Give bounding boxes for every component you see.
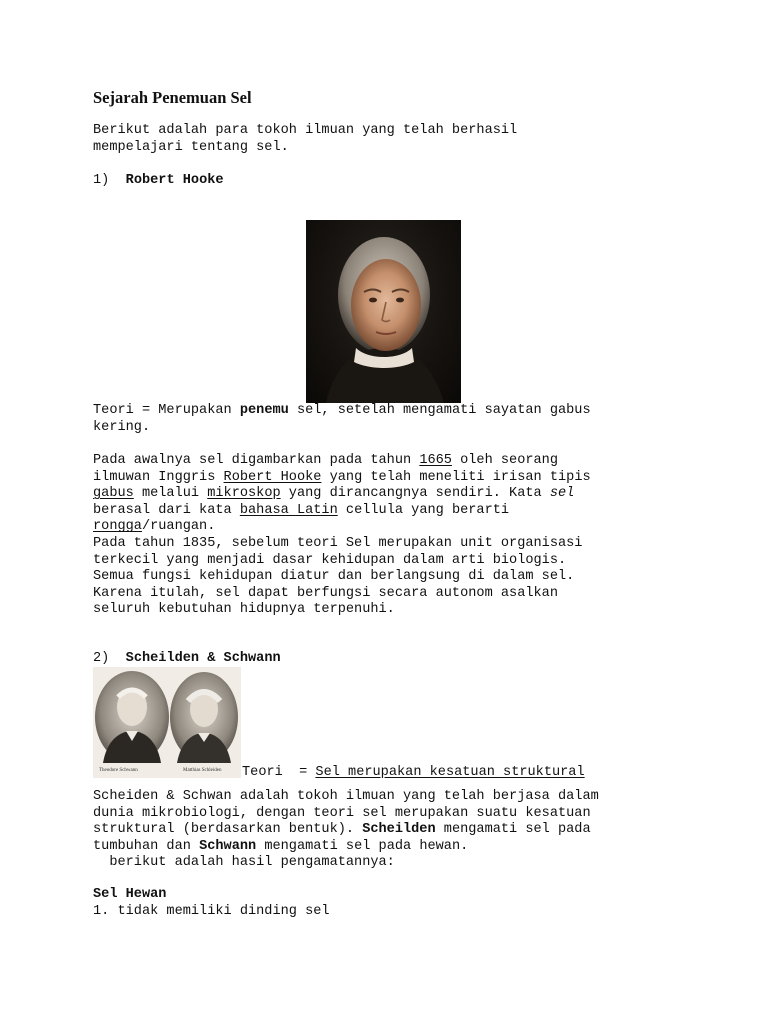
sel-hewan-section — [93, 887, 330, 920]
section-heading-2 — [93, 651, 281, 668]
text-line: seluruh kebutuhan hidupnya terpenuhi. — [93, 602, 395, 618]
hooke-theory — [93, 403, 591, 436]
text-line: Karena itulah, sel dapat berfungsi secara autonom asalkan — [93, 585, 558, 601]
hooke-paragraph-1 — [93, 453, 591, 619]
intro-line: Berikut adalah para tokoh ilmuan yang telah berhasil — [93, 123, 518, 138]
link-mikroskop[interactable]: mikroskop — [207, 486, 281, 502]
schwann-paragraph — [93, 789, 599, 872]
text-line: dunia mikrobiologi, dengan teori sel merupakan suatu kesatuan — [93, 805, 591, 821]
section-heading-1 — [93, 173, 224, 190]
theory-rest: sel, setelah mengamati sayatan gabus — [288, 403, 591, 418]
text-run: berasal dari kata — [93, 502, 240, 518]
text-run: ilmuwan Inggris — [93, 469, 224, 485]
bold-scheilden: Scheilden — [362, 822, 436, 838]
text-line: Pada tahun 1835, sebelum teori Sel merupakan unit organisasi — [93, 535, 583, 551]
link-1665[interactable]: 1665 — [419, 453, 452, 468]
text-line: Semua fungsi kehidupan diatur dan berlangsung di dalam sel. — [93, 569, 575, 585]
text-run: mengamati sel pada — [435, 822, 591, 838]
section-number: 1) — [93, 173, 110, 188]
text-line: Scheiden & Schwan adalah tokoh ilmuan yang telah berjasa dalam — [93, 789, 599, 804]
text-run: mengamati sel pada hewan. — [256, 838, 469, 854]
text-run: tumbuhan dan — [93, 838, 200, 854]
text-run: yang telah meneliti irisan tipis — [321, 469, 591, 485]
intro-line: mempelajari tentang sel. — [93, 139, 289, 155]
schwann-theory — [242, 765, 585, 782]
list-item: 1. tidak memiliki dinding sel — [93, 903, 330, 919]
text-run: cellula yang berarti — [337, 502, 510, 518]
text-run: struktural (berdasarkan bentuk). — [93, 822, 363, 838]
robert-hooke-portrait — [306, 220, 461, 403]
theory-line: kering. — [93, 419, 151, 435]
sel-hewan-heading: Sel Hewan — [93, 887, 167, 902]
photo-caption-right: Matthias Schleiden — [183, 768, 222, 773]
theory-label: Teori = — [242, 765, 316, 780]
text-run: melalui — [133, 486, 208, 502]
link-rongga[interactable]: rongga — [93, 519, 142, 535]
section-name: Robert Hooke — [125, 173, 224, 188]
text-line: terkecil yang menjadi dasar kehidupan dalam arti biologis. — [93, 552, 567, 568]
schleiden-schwann-photo — [93, 667, 241, 778]
bold-schwann: Schwann — [199, 838, 257, 854]
link-bahasa-latin[interactable]: bahasa Latin — [239, 502, 338, 518]
theory-prefix: Teori = Merupakan — [93, 403, 240, 418]
section-number: 2) — [93, 651, 110, 666]
text-line: berikut adalah hasil pengamatannya: — [93, 855, 395, 871]
text-run: Pada awalnya sel digambarkan pada tahun — [93, 453, 420, 468]
photo-caption-left: Theodore Schwann — [99, 768, 138, 773]
italic-sel: sel — [549, 486, 575, 502]
text-run: oleh seorang — [451, 453, 559, 468]
link-kesatuan-struktural[interactable]: Sel merupakan kesatuan struktural — [315, 765, 585, 780]
link-gabus[interactable]: gabus — [93, 486, 134, 502]
link-robert-hooke[interactable]: Robert Hooke — [223, 469, 322, 485]
section-name: Scheilden & Schwann — [125, 651, 281, 666]
intro-paragraph — [93, 123, 517, 156]
theory-bold: penemu — [239, 403, 289, 418]
text-run: /ruangan. — [141, 519, 216, 535]
page-title: Sejarah Penemuan Sel — [93, 88, 252, 107]
text-run: yang dirancangnya sendiri. Kata — [280, 486, 550, 502]
